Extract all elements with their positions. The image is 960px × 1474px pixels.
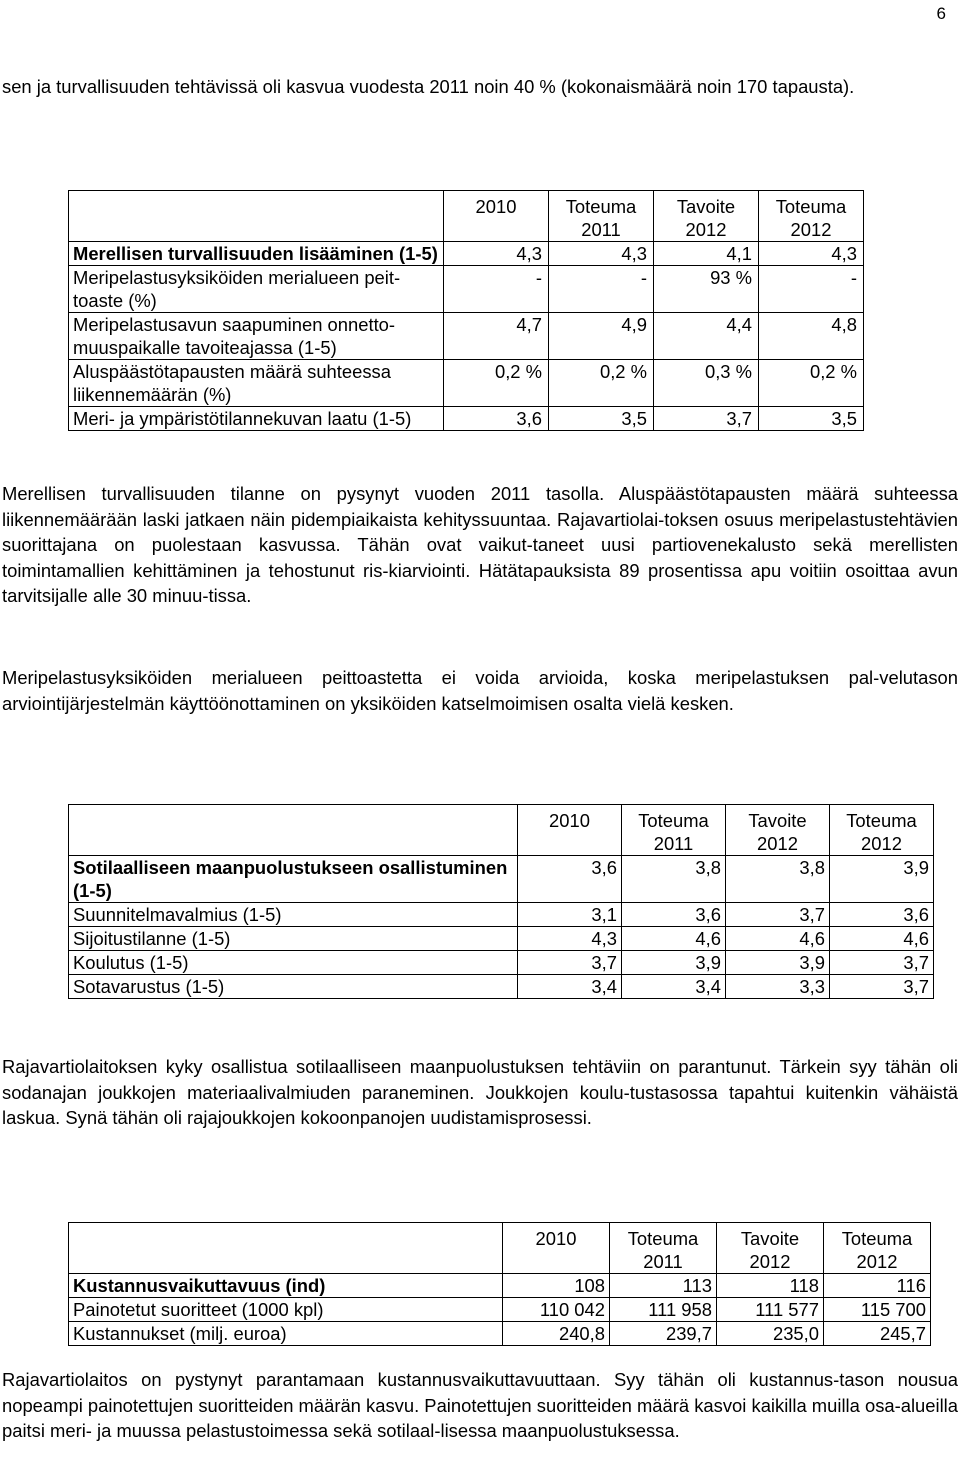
maritime-safety-table bbox=[68, 190, 864, 431]
cell-value: 245,7 bbox=[824, 1322, 931, 1346]
header-empty-cell bbox=[69, 1223, 503, 1274]
cell-value: 240,8 bbox=[503, 1322, 610, 1346]
table-row bbox=[69, 1274, 931, 1298]
cell-value: 4,3 bbox=[759, 242, 864, 266]
cell-value: 3,9 bbox=[726, 951, 830, 975]
header-empty-cell bbox=[69, 191, 444, 242]
cell-value: 3,7 bbox=[830, 951, 934, 975]
cell-value: 0,2 % bbox=[444, 360, 549, 407]
cell-value: 115 700 bbox=[824, 1298, 931, 1322]
cell-value: 110 042 bbox=[503, 1298, 610, 1322]
table-row bbox=[69, 313, 864, 360]
cell-value: 3,6 bbox=[444, 407, 549, 431]
cost-effectiveness-table bbox=[68, 1222, 931, 1346]
header-toteuma-2012: Toteuma 2012 bbox=[759, 191, 864, 242]
cell-value: 3,5 bbox=[549, 407, 654, 431]
row-label: Aluspäästötapausten määrä suhteessa liikennemäärän (%) bbox=[69, 360, 444, 407]
cell-value: - bbox=[759, 266, 864, 313]
table-row bbox=[69, 242, 864, 266]
table-row bbox=[69, 407, 864, 431]
paragraph-cost-effectiveness: Rajavartiolaitos on pystynyt parantamaan kustannusvaikuttavuuttaan. Syy tähän oli kustannus-tason nousua nopeampi painotettujen suoritteiden määrän kasvu. Painotettujen suoritteiden määrä kasvoi kaikilla muilla osa-alueilla paitsi meri- ja muussa pelastustoimessa sekä sotilaal-lisessa maanpuolustuksessa. bbox=[2, 1369, 958, 1442]
cell-value: 4,6 bbox=[830, 927, 934, 951]
cell-value: 93 % bbox=[654, 266, 759, 313]
cell-value: 4,8 bbox=[759, 313, 864, 360]
cell-value: 4,4 bbox=[654, 313, 759, 360]
cell-value: 4,3 bbox=[549, 242, 654, 266]
table-row bbox=[69, 266, 864, 313]
page-number: 6 bbox=[936, 4, 946, 23]
cell-value: 3,4 bbox=[518, 975, 622, 999]
cell-value: 4,9 bbox=[549, 313, 654, 360]
cell-value: 108 bbox=[503, 1274, 610, 1298]
cell-value: 3,6 bbox=[518, 856, 622, 903]
cell-value: 4,6 bbox=[726, 927, 830, 951]
row-label: Sijoitustilanne (1-5) bbox=[69, 927, 518, 951]
row-label: Kustannusvaikuttavuus (ind) bbox=[69, 1274, 503, 1298]
cell-value: 0,2 % bbox=[549, 360, 654, 407]
header-empty-cell bbox=[69, 805, 518, 856]
cell-value: 4,1 bbox=[654, 242, 759, 266]
paragraph-coverage: Meripelastusyksiköiden merialueen peittoastetta ei voida arvioida, koska meripelastuksen pal-velutason arviointijärjestelmän käyttöönottaminen on yksiköiden katselmoimisen osalta vielä kesken. bbox=[2, 667, 958, 714]
cell-value: 4,7 bbox=[444, 313, 549, 360]
table-row bbox=[69, 903, 934, 927]
table-header-row bbox=[69, 1223, 931, 1274]
cell-value: - bbox=[444, 266, 549, 313]
cell-value: 4,3 bbox=[518, 927, 622, 951]
cell-value: 111 577 bbox=[717, 1298, 824, 1322]
cell-value: 3,4 bbox=[622, 975, 726, 999]
cell-value: 3,9 bbox=[830, 856, 934, 903]
defence-participation-table bbox=[68, 804, 934, 999]
row-label: Sotavarustus (1-5) bbox=[69, 975, 518, 999]
paragraph-defence: Rajavartiolaitoksen kyky osallistua sotilaalliseen maanpuolustuksen tehtäviin on parantunut. Tärkein syy tähän oli sodanajan joukkojen materiaalivalmiuden paraneminen. Joukkojen koulu-tustasossa tapahtui kuitenkin vähäistä laskua. Synä tähän oli rajajoukkojen kokoonpanojen uudistamisprosessi. bbox=[2, 1056, 958, 1129]
header-toteuma-2012: Toteuma 2012 bbox=[824, 1223, 931, 1274]
row-label: Meripelastusyksiköiden merialueen peit-toaste (%) bbox=[69, 266, 444, 313]
row-label: Sotilaalliseen maanpuolustukseen osallistuminen (1-5) bbox=[69, 856, 518, 903]
header-2010: 2010 bbox=[518, 805, 622, 856]
row-label: Koulutus (1-5) bbox=[69, 951, 518, 975]
table-row bbox=[69, 951, 934, 975]
cell-value: 3,9 bbox=[622, 951, 726, 975]
cell-value: 118 bbox=[717, 1274, 824, 1298]
cell-value: 116 bbox=[824, 1274, 931, 1298]
table-row bbox=[69, 1298, 931, 1322]
table-row bbox=[69, 975, 934, 999]
table-header-row bbox=[69, 805, 934, 856]
paragraph-maritime-safety: Merellisen turvallisuuden tilanne on pysynyt vuoden 2011 tasolla. Aluspäästötapausten määrä suhteessa liikennemäärään laski jatkaen näin pidempiaikaista kehityssuuntaa. Rajavartiolai-toksen osuus meripelastustehtävien suorittajana on puolestaan kasvussa. Tähän ovat vaikut-taneet uusi partiovenekalusto sekä merellisten toimintamallien kehittäminen ja tehostunut ris-kiarviointi. Hätätapauksista 89 prosentissa apu voitiin osoittaa avun tarvitsijalle alle 30 minuu-tissa. bbox=[2, 483, 958, 607]
table-row bbox=[69, 1322, 931, 1346]
cell-value: 4,3 bbox=[444, 242, 549, 266]
table-header-row bbox=[69, 191, 864, 242]
cell-value: - bbox=[549, 266, 654, 313]
cell-value: 3,7 bbox=[518, 951, 622, 975]
cell-value: 0,3 % bbox=[654, 360, 759, 407]
cell-value: 4,6 bbox=[622, 927, 726, 951]
table-row bbox=[69, 927, 934, 951]
header-toteuma-2011: Toteuma 2011 bbox=[610, 1223, 717, 1274]
cell-value: 3,1 bbox=[518, 903, 622, 927]
header-tavoite-2012: Tavoite 2012 bbox=[654, 191, 759, 242]
table-row bbox=[69, 856, 934, 903]
cell-value: 3,7 bbox=[830, 975, 934, 999]
header-tavoite-2012: Tavoite 2012 bbox=[726, 805, 830, 856]
cell-value: 3,6 bbox=[830, 903, 934, 927]
row-label: Painotetut suoritteet (1000 kpl) bbox=[69, 1298, 503, 1322]
header-toteuma-2011: Toteuma 2011 bbox=[549, 191, 654, 242]
row-label: Suunnitelmavalmius (1-5) bbox=[69, 903, 518, 927]
cell-value: 113 bbox=[610, 1274, 717, 1298]
cell-value: 3,7 bbox=[726, 903, 830, 927]
table-row bbox=[69, 360, 864, 407]
cell-value: 0,2 % bbox=[759, 360, 864, 407]
row-label: Merellisen turvallisuuden lisääminen (1-5) bbox=[69, 242, 444, 266]
cell-value: 3,8 bbox=[726, 856, 830, 903]
header-toteuma-2012: Toteuma 2012 bbox=[830, 805, 934, 856]
cell-value: 3,3 bbox=[726, 975, 830, 999]
cell-value: 3,5 bbox=[759, 407, 864, 431]
cell-value: 239,7 bbox=[610, 1322, 717, 1346]
intro-paragraph: sen ja turvallisuuden tehtävissä oli kasvua vuodesta 2011 noin 40 % (kokonaismäärä noin 170 tapausta). bbox=[2, 76, 855, 97]
header-2010: 2010 bbox=[444, 191, 549, 242]
cell-value: 3,6 bbox=[622, 903, 726, 927]
cell-value: 111 958 bbox=[610, 1298, 717, 1322]
cell-value: 235,0 bbox=[717, 1322, 824, 1346]
cell-value: 3,8 bbox=[622, 856, 726, 903]
header-toteuma-2011: Toteuma 2011 bbox=[622, 805, 726, 856]
cell-value: 3,7 bbox=[654, 407, 759, 431]
header-2010: 2010 bbox=[503, 1223, 610, 1274]
header-tavoite-2012: Tavoite 2012 bbox=[717, 1223, 824, 1274]
row-label: Kustannukset (milj. euroa) bbox=[69, 1322, 503, 1346]
row-label: Meri- ja ympäristötilannekuvan laatu (1-5) bbox=[69, 407, 444, 431]
row-label: Meripelastusavun saapuminen onnetto-muuspaikalle tavoiteajassa (1-5) bbox=[69, 313, 444, 360]
